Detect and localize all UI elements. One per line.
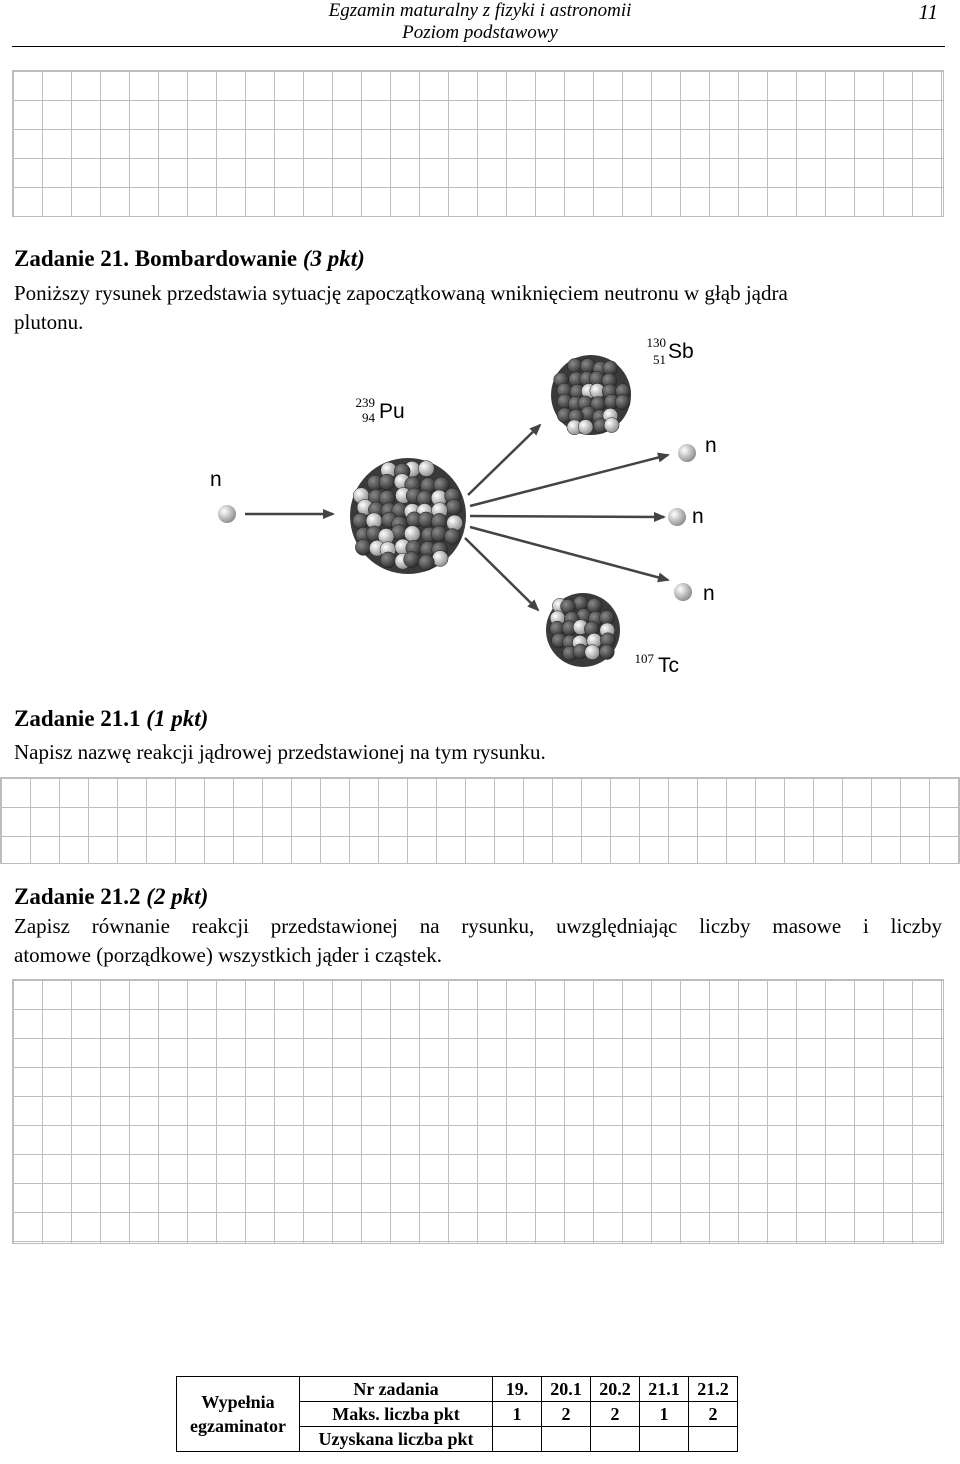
arrow-to-sb (468, 425, 540, 495)
fission-figure (0, 330, 960, 690)
task-21-1-heading (14, 706, 208, 732)
max-points-cell: 2 (689, 1402, 738, 1427)
sb-atomic-number: 51 (653, 352, 666, 367)
task-21-intro-line-2: plutonu. (14, 310, 84, 334)
tc-symbol: Tc (658, 654, 679, 677)
max-points-cell: 1 (493, 1402, 542, 1427)
nucleon (432, 550, 448, 566)
row-label-obtained-points: Uzyskana liczba pkt (300, 1427, 493, 1452)
nucleon (380, 552, 396, 568)
outgoing-neutron-2 (668, 508, 686, 526)
nucleon (585, 645, 600, 660)
task-21-1-title: Zadanie 21.1 (14, 706, 141, 731)
outgoing-neutron-1-label: n (705, 434, 717, 457)
nucleon (578, 419, 593, 434)
task-21-title: Zadanie 21. Bombardowanie (14, 246, 298, 271)
task-21-2-heading (14, 884, 208, 910)
nucleon (404, 526, 420, 542)
side-label-line-1: Wypełnia (201, 1392, 275, 1412)
arrow-to-neutron-2 (470, 516, 664, 517)
pu-symbol: Pu (379, 400, 405, 423)
nucleon (355, 539, 371, 555)
task-number-cell: 20.1 (542, 1377, 591, 1402)
task-21-intro-line-1: Poniższy rysunek przedstawia sytuację zapoczątkowaną wniknięciem neutronu w głąb jądra (14, 281, 788, 305)
arrow-to-tc (465, 538, 538, 610)
score-table-side-label (177, 1377, 300, 1452)
pu-nucleus (350, 458, 466, 574)
answer-grid-21-2[interactable] (12, 979, 944, 1244)
scratch-grid[interactable] (12, 70, 944, 217)
nucleon (604, 418, 619, 433)
nucleon (418, 461, 434, 477)
task-21-2-text-line-1: Zapisz równanie reakcji przedstawionej na rysunku, uwzględniając liczby masowe i liczby (14, 914, 942, 938)
nucleon (599, 645, 614, 660)
task-number-cell: 21.2 (689, 1377, 738, 1402)
page-number: 11 (918, 0, 938, 24)
task-21-2-points: (2 pkt) (146, 884, 209, 909)
task-21-heading (14, 246, 365, 272)
nucleon (444, 529, 460, 545)
obtained-points-input[interactable] (542, 1427, 591, 1452)
score-table (176, 1376, 738, 1452)
outgoing-neutron-1 (678, 444, 696, 462)
side-label-line-2: egzaminator (190, 1416, 286, 1436)
row-label-max-points: Maks. liczba pkt (300, 1402, 493, 1427)
obtained-points-input[interactable] (493, 1427, 542, 1452)
answer-grid-21-1[interactable] (0, 777, 960, 864)
pu-atomic-number: 94 (362, 410, 375, 425)
header-line-1: Egzamin maturalny z fizyki i astronomii (328, 0, 632, 21)
task-number-cell: 20.2 (591, 1377, 640, 1402)
task-21-points: (3 pkt) (302, 246, 365, 271)
tc-mass-number: 107 (634, 651, 654, 666)
task-21-2-text-line-2: atomowe (porządkowe) wszystkich jąder i cząstek. (14, 943, 442, 967)
nucleon (446, 499, 462, 515)
incoming-neutron-label: n (210, 468, 222, 491)
nucleon (379, 474, 395, 490)
max-points-cell: 1 (640, 1402, 689, 1427)
task-21-1-text: Napisz nazwę reakcji jądrowej przedstawionej na tym rysunku. (14, 740, 546, 764)
sb-nucleus (551, 355, 631, 435)
header-divider (12, 46, 945, 47)
obtained-points-input[interactable] (591, 1427, 640, 1452)
nucleon (615, 395, 630, 410)
score-table-wrapper (176, 1376, 738, 1452)
sb-symbol: Sb (668, 340, 694, 363)
nucleon (418, 555, 434, 571)
max-points-cell: 2 (591, 1402, 640, 1427)
obtained-points-input[interactable] (640, 1427, 689, 1452)
task-21-1-points: (1 pkt) (146, 706, 209, 731)
task-number-cell: 19. (493, 1377, 542, 1402)
incoming-neutron (218, 505, 236, 523)
tc-nucleus (546, 593, 620, 667)
task-21-2-title: Zadanie 21.2 (14, 884, 141, 909)
row-label-task-number: Nr zadania (300, 1377, 493, 1402)
outgoing-neutron-3 (674, 583, 692, 601)
task-number-cell: 21.1 (640, 1377, 689, 1402)
nucleon (404, 552, 420, 568)
sb-mass-number: 130 (646, 335, 666, 350)
header-line-2: Poziom podstawowy (402, 22, 558, 43)
obtained-points-input[interactable] (689, 1427, 738, 1452)
outgoing-neutron-2-label: n (692, 505, 704, 528)
max-points-cell: 2 (542, 1402, 591, 1427)
pu-mass-number: 239 (355, 395, 375, 410)
fission-diagram (0, 330, 960, 690)
outgoing-neutron-3-label: n (703, 582, 715, 605)
